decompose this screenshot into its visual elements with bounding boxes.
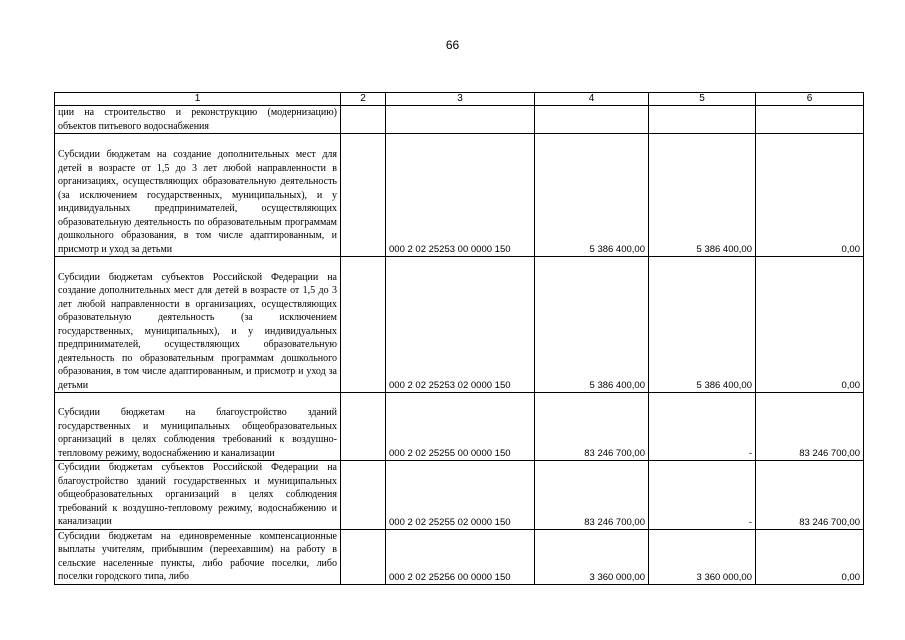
row-description: Субсидии бюджетам субъектов Российской Федерации на создание дополнительных мест для детей в возрасте от 1,5 до 3 лет любой направленности в организациях, осуществляющих образовательную деятельность (за исключением государственных, муниципальных), и у индивидуальных предпринимателей, осуществляющих образовательную деятельность по образовательным программам дошкольного образования, в том числе адаптированным, и присмотр и уход за детьми	[55, 257, 341, 393]
table-row	[55, 529, 864, 584]
column-header: 2	[341, 93, 386, 106]
row-amount-col4: 3 360 000,00	[535, 529, 649, 584]
row-col2	[341, 393, 386, 461]
row-description: Субсидии бюджетам субъектов Российской Федерации на благоустройство зданий государственных и муниципальных общеобразовательных организаций в целях соблюдения требований к воздушно-тепловому режиму, водоснабжению и канализации	[55, 461, 341, 530]
row-description: Субсидии бюджетам на единовременные компенсационные выплаты учителям, прибывшим (переехавшим) на работу в сельские населенные пункты, либо рабочие поселки, либо поселки городского типа, либо	[55, 529, 341, 584]
row-amount-col5: -	[649, 393, 756, 461]
column-header: 4	[535, 93, 649, 106]
column-header: 1	[55, 93, 341, 106]
row-amount-col5: 5 386 400,00	[649, 134, 756, 257]
table-row	[55, 393, 864, 461]
row-amount-col5: -	[649, 461, 756, 530]
column-header: 6	[756, 93, 864, 106]
row-col2	[341, 134, 386, 257]
table-row	[55, 106, 864, 134]
row-budget-code: 000 2 02 25253 02 0000 150	[386, 257, 535, 393]
row-description: Субсидии бюджетам на благоустройство зданий государственных и муниципальных общеобразовательных организаций в целях соблюдения требований к воздушно-тепловому режиму, водоснабжению и канализации	[55, 393, 341, 461]
row-amount-col6: 83 246 700,00	[756, 393, 864, 461]
row-amount-col6	[756, 106, 864, 134]
row-amount-col6: 0,00	[756, 529, 864, 584]
table-row	[55, 257, 864, 393]
row-amount-col5: 5 386 400,00	[649, 257, 756, 393]
row-amount-col4: 83 246 700,00	[535, 393, 649, 461]
table-row	[55, 461, 864, 530]
page-number: 66	[445, 38, 460, 52]
row-amount-col4: 5 386 400,00	[535, 257, 649, 393]
row-col2	[341, 106, 386, 134]
budget-table	[54, 92, 864, 585]
column-header: 5	[649, 93, 756, 106]
row-budget-code: 000 2 02 25253 00 0000 150	[386, 134, 535, 257]
row-description: Субсидии бюджетам на создание дополнительных мест для детей в возрасте от 1,5 до 3 лет любой направленности в организациях, осуществляющих образовательную деятельность (за исключением государственных, муниципальных), и у индивидуальных предпринимателей, осуществляющих образовательную деятельность по образовательным программам дошкольного образования, в том числе адаптированным, и присмотр и уход за детьми	[55, 134, 341, 257]
table-header-row	[55, 93, 864, 106]
row-description: ции на строительство и реконструкцию (модернизацию) объектов питьевого водоснабжения	[55, 106, 341, 134]
row-col2	[341, 461, 386, 530]
row-amount-col4: 5 386 400,00	[535, 134, 649, 257]
row-amount-col5: 3 360 000,00	[649, 529, 756, 584]
table-row	[55, 134, 864, 257]
row-budget-code: 000 2 02 25256 00 0000 150	[386, 529, 535, 584]
row-amount-col6: 0,00	[756, 134, 864, 257]
row-budget-code	[386, 106, 535, 134]
row-budget-code: 000 2 02 25255 00 0000 150	[386, 393, 535, 461]
row-amount-col4	[535, 106, 649, 134]
row-amount-col6: 0,00	[756, 257, 864, 393]
row-amount-col4: 83 246 700,00	[535, 461, 649, 530]
row-amount-col6: 83 246 700,00	[756, 461, 864, 530]
row-amount-col5	[649, 106, 756, 134]
row-budget-code: 000 2 02 25255 02 0000 150	[386, 461, 535, 530]
column-header: 3	[386, 93, 535, 106]
row-col2	[341, 257, 386, 393]
row-col2	[341, 529, 386, 584]
